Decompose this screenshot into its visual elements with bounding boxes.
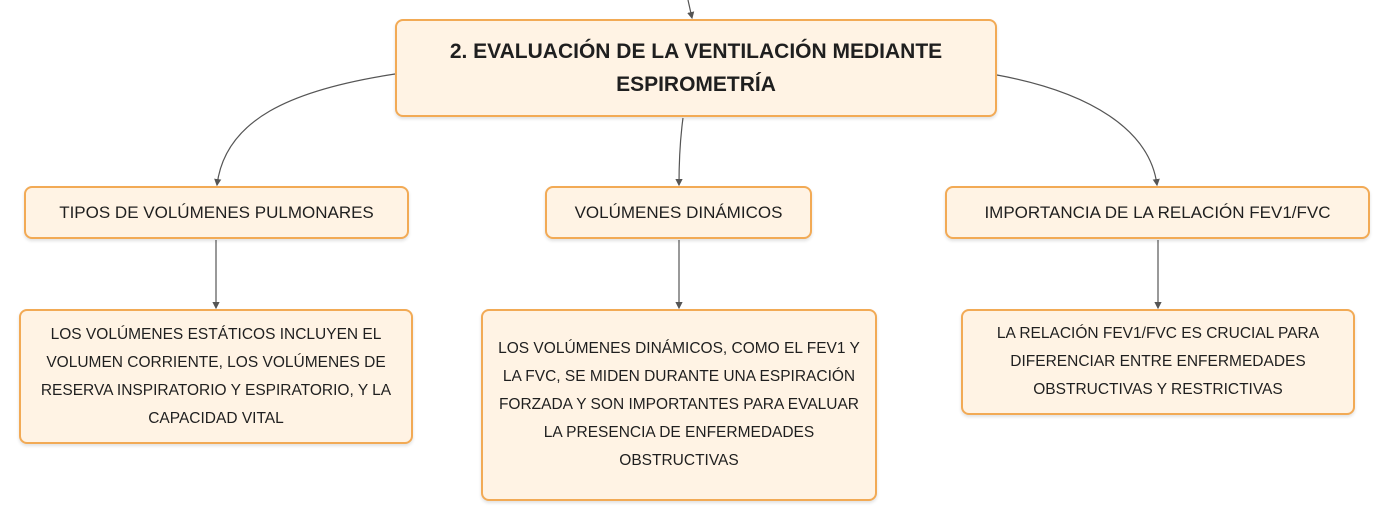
incoming-connector: [688, 0, 692, 18]
detail-node-fev1-fvc-ratio[interactable]: [961, 309, 1355, 415]
connector-root-to-topic-2: [679, 118, 683, 185]
connector-root-to-topic-3: [997, 75, 1157, 185]
topic-node-fev1-fvc-importance[interactable]: [945, 186, 1370, 239]
detail-text: LOS VOLÚMENES DINÁMICOS, COMO EL FEV1 Y LA FVC, SE MIDEN DURANTE UNA ESPIRACIÓN FORZADA Y SON IMPORTANTES PARA EVALUAR LA PRESENCIA DE ENFERMEDADES OBSTRUCTIVAS: [498, 340, 860, 469]
connector-root-to-topic-1: [217, 74, 395, 185]
topic-label: IMPORTANCIA DE LA RELACIÓN FEV1/FVC: [984, 202, 1331, 222]
detail-text: LA RELACIÓN FEV1/FVC ES CRUCIAL PARA DIFERENCIAR ENTRE ENFERMEDADES OBSTRUCTIVAS Y RESTRICTIVAS: [996, 325, 1320, 398]
root-node[interactable]: [395, 19, 997, 117]
topic-label: TIPOS DE VOLÚMENES PULMONARES: [59, 202, 374, 222]
topic-label: VOLÚMENES DINÁMICOS: [574, 202, 783, 222]
root-title: 2. EVALUACIÓN DE LA VENTILACIÓN MEDIANTE ESPIROMETRÍA: [449, 40, 943, 96]
detail-node-dynamic-volumes[interactable]: [481, 309, 877, 501]
topic-node-volumes-types[interactable]: [24, 186, 409, 239]
topic-node-dynamic-volumes[interactable]: [545, 186, 812, 239]
detail-node-static-volumes[interactable]: [19, 309, 413, 444]
detail-text: LOS VOLÚMENES ESTÁTICOS INCLUYEN EL VOLUMEN CORRIENTE, LOS VOLÚMENES DE RESERVA INSPIRATORIO Y ESPIRATORIO, Y LA CAPACIDAD VITAL: [40, 325, 392, 427]
